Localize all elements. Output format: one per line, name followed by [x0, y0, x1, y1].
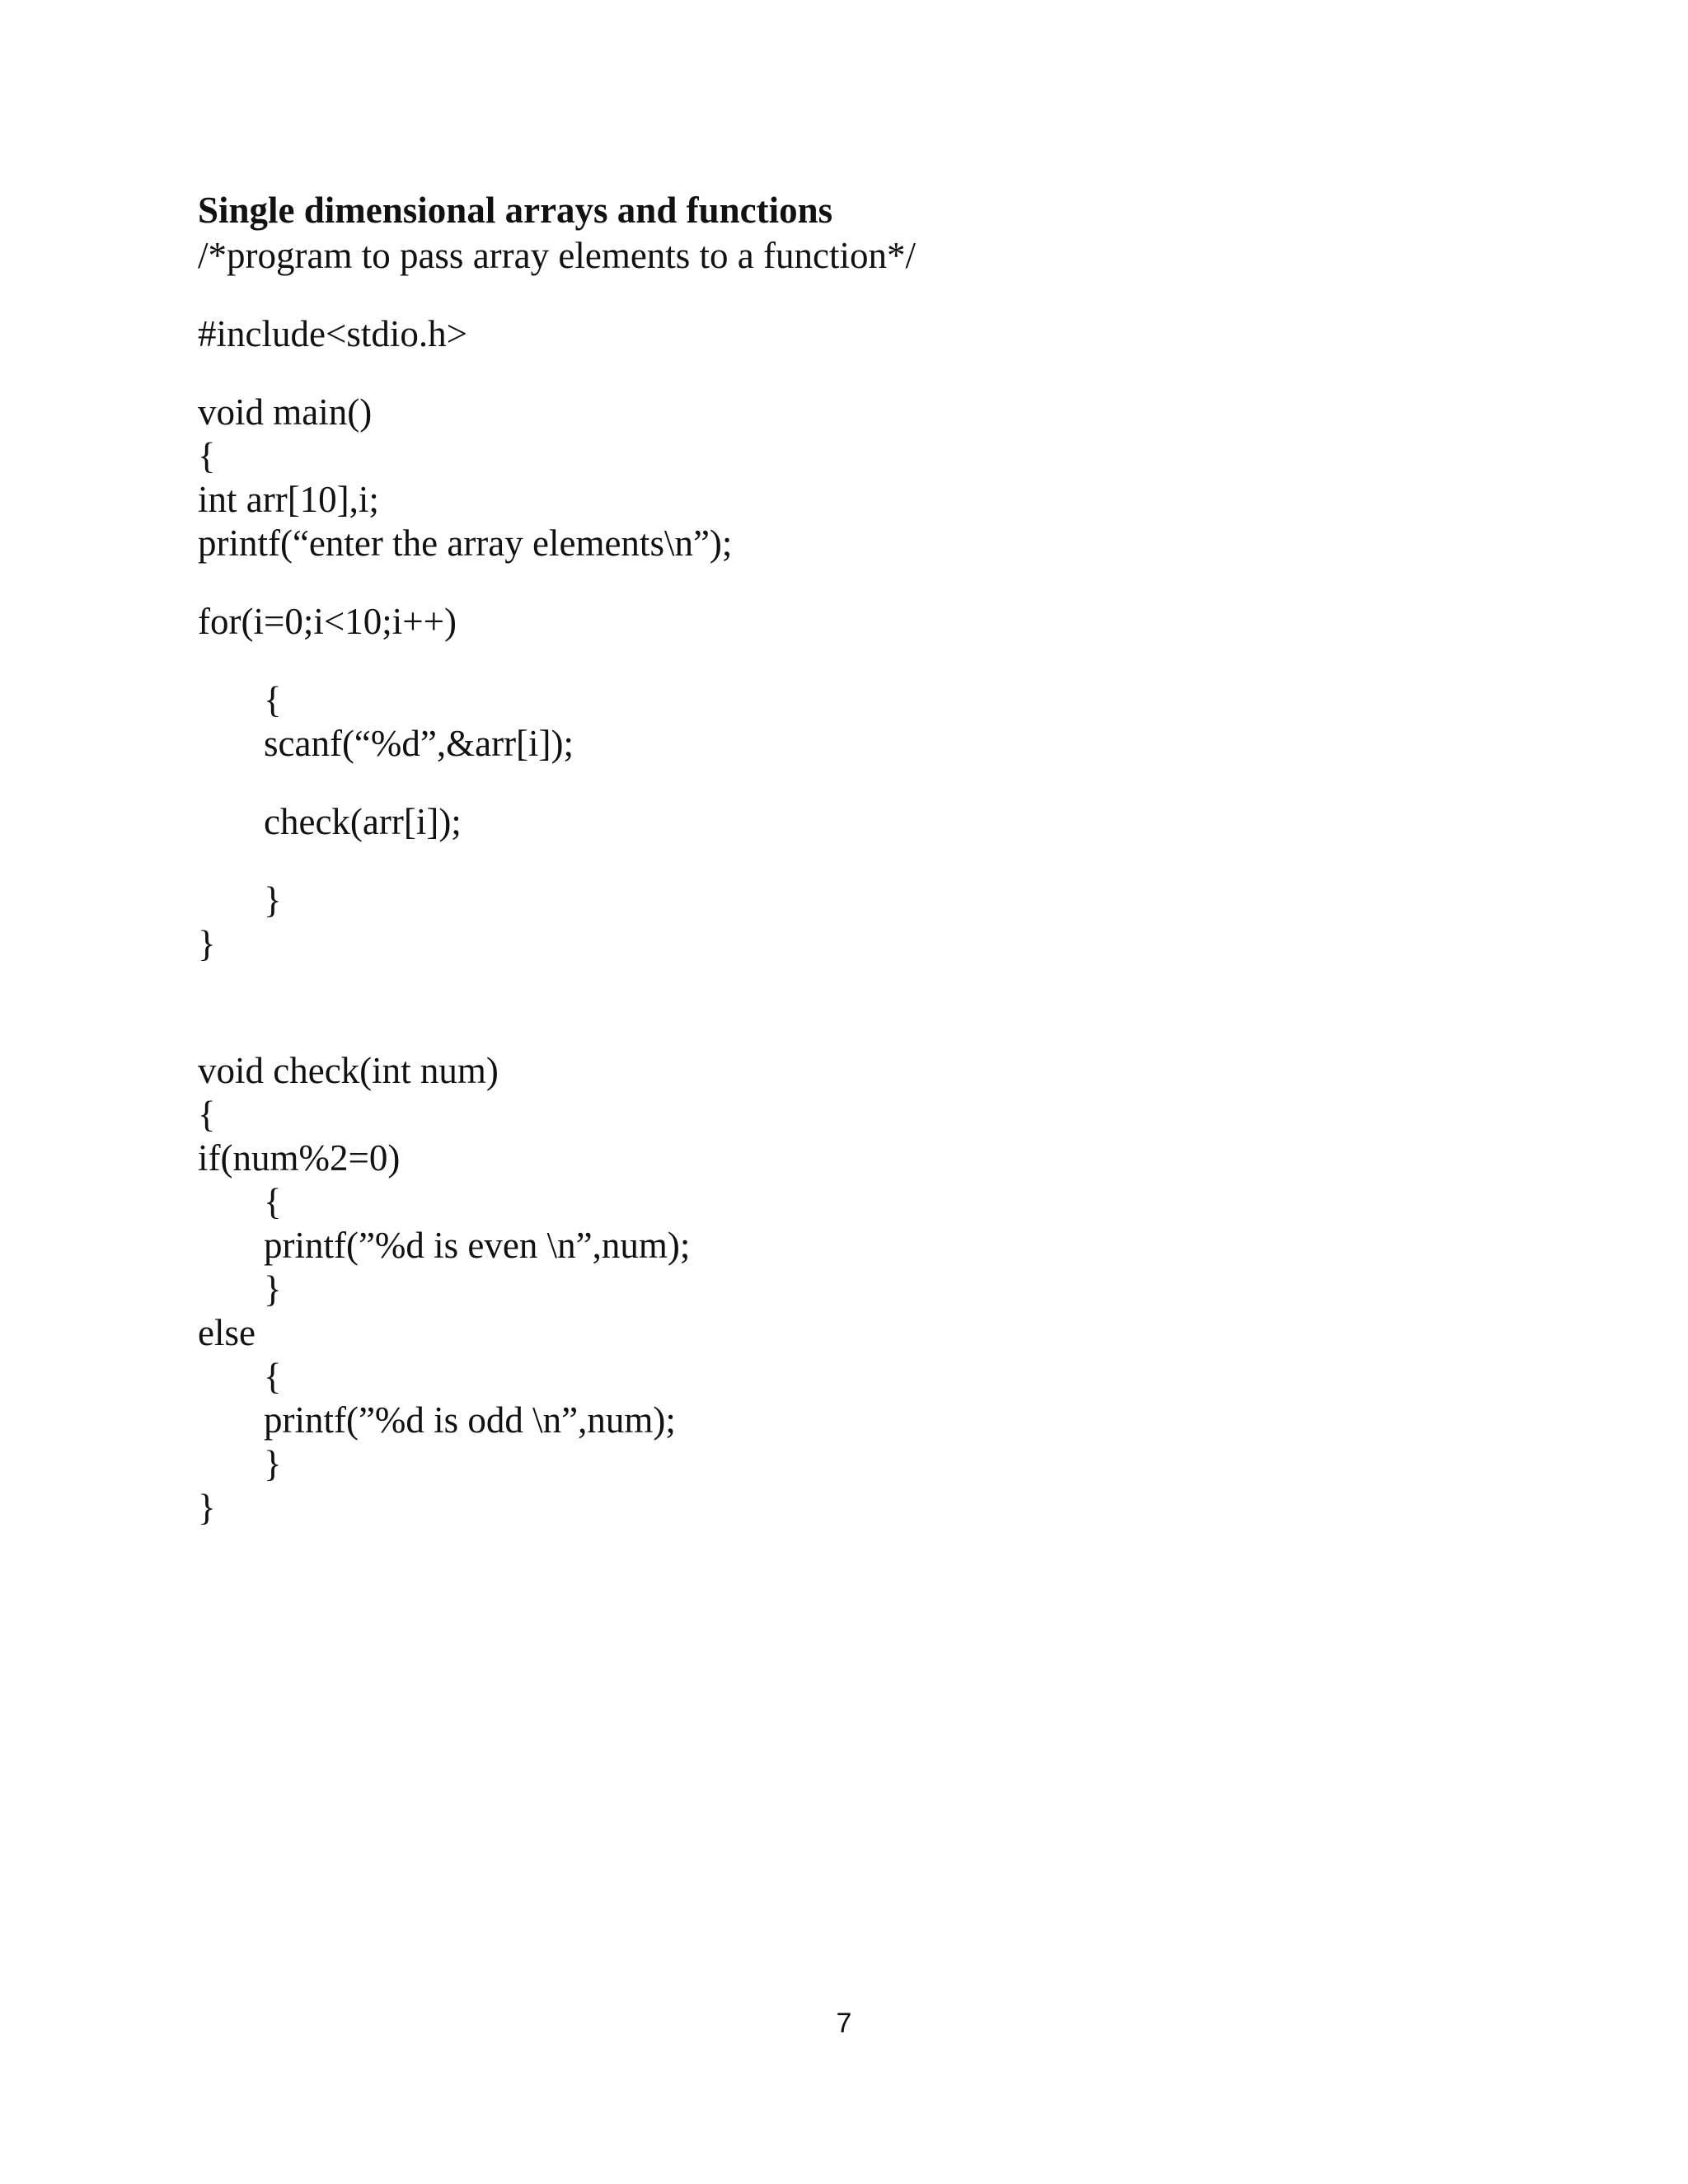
- code-line-main-signature: void main(): [198, 391, 373, 433]
- code-line-declaration: int arr[10],i;: [198, 479, 379, 520]
- code-comment: /*program to pass array elements to a function*/: [198, 235, 916, 276]
- code-line-include: #include<stdio.h>: [198, 313, 467, 354]
- code-line-check-close-brace: }: [198, 1487, 216, 1528]
- code-line-if-open-brace: {: [264, 1181, 282, 1222]
- code-line-if-condition: if(num%2=0): [198, 1137, 401, 1179]
- code-line-main-close-brace: }: [198, 923, 216, 964]
- code-line-else-open-brace: {: [264, 1356, 282, 1397]
- code-line-main-open-brace: {: [198, 435, 216, 476]
- page-number: 7: [836, 2008, 852, 2039]
- code-line-odd-printf: printf(”%d is odd \n”,num);: [264, 1399, 676, 1441]
- code-line-prompt-printf: printf(“enter the array elements\n”);: [198, 523, 733, 564]
- code-line-for-loop: for(i=0;i<10;i++): [198, 601, 457, 642]
- code-line-else-close-brace: }: [264, 1443, 282, 1484]
- code-line-check-call: check(arr[i]);: [264, 801, 462, 842]
- code-line-scanf: scanf(“%d”,&arr[i]);: [264, 723, 574, 764]
- code-line-for-close-brace: }: [264, 879, 282, 921]
- code-line-for-open-brace: {: [264, 679, 282, 720]
- code-line-check-open-brace: {: [198, 1094, 216, 1135]
- code-line-even-printf: printf(”%d is even \n”,num);: [264, 1225, 691, 1266]
- section-heading: Single dimensional arrays and functions: [198, 190, 833, 231]
- code-line-else: else: [198, 1312, 256, 1353]
- code-line-check-signature: void check(int num): [198, 1050, 499, 1091]
- code-line-if-close-brace: }: [264, 1268, 282, 1310]
